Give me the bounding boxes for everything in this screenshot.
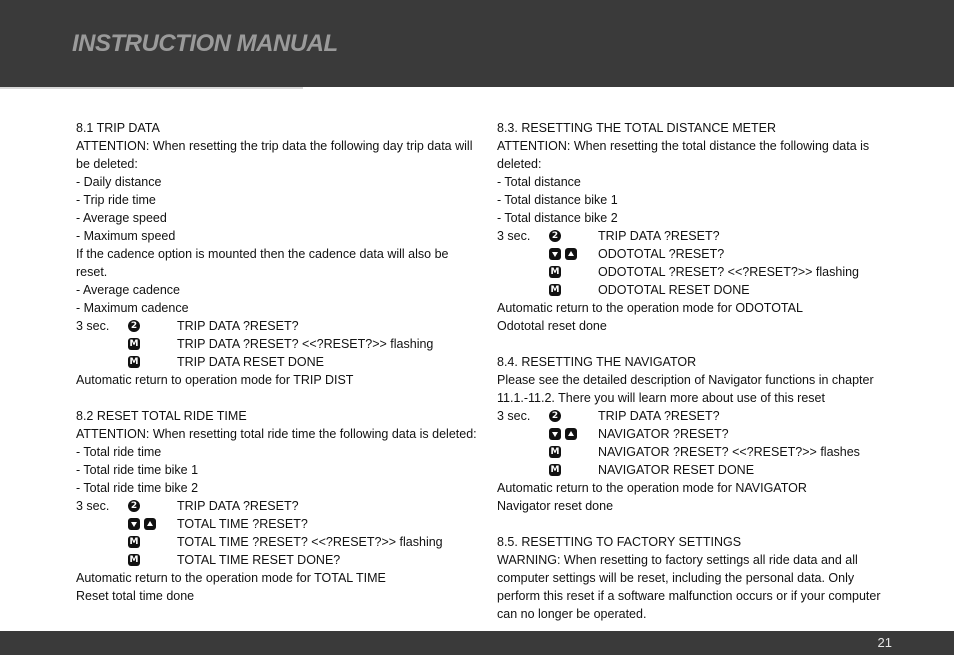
- section-footer: Odototal reset done: [497, 319, 607, 333]
- arrow-down-icon: [128, 518, 140, 530]
- step-text: NAVIGATOR ?RESET? <<?RESET?>> flashes: [598, 445, 860, 459]
- step-text: ODOTOTAL ?RESET? <<?RESET?>> flashing: [598, 265, 859, 279]
- key-m-icon: M: [550, 267, 560, 277]
- section-title-factory-settings: 8.5. RESETTING TO FACTORY SETTINGS: [497, 535, 742, 549]
- step-text: NAVIGATOR ?RESET?: [598, 427, 729, 441]
- step-text: TOTAL TIME RESET DONE?: [177, 553, 341, 567]
- arrow-up-icon: [144, 518, 156, 530]
- step-row: [497, 263, 889, 281]
- section-footer: Navigator reset done: [497, 499, 614, 513]
- step-text: ODOTOTAL ?RESET?: [598, 247, 725, 261]
- page-title: INSTRUCTION MANUAL: [72, 30, 338, 57]
- step-text: TRIP DATA ?RESET? <<?RESET?>> flashing: [177, 337, 434, 351]
- navigator-description: Please see the detailed description of Navigator functions in chapter 11.1.-11.2. There you will learn more about use of this reset: [497, 373, 874, 405]
- step-row: [497, 245, 889, 263]
- step-duration: 3 sec.: [497, 409, 531, 423]
- section-footer: Automatic return to operation mode for TRIP DIST: [76, 373, 354, 387]
- step-duration: 3 sec.: [76, 499, 110, 513]
- section-footer: Automatic return to the operation mode for NAVIGATOR: [497, 481, 807, 495]
- section-footer: Automatic return to the operation mode for TOTAL TIME: [76, 571, 386, 585]
- arrow-up-icon: [565, 248, 577, 260]
- page-number: 21: [877, 635, 892, 650]
- step-duration: 3 sec.: [497, 229, 531, 243]
- step-row: [76, 497, 476, 515]
- header-underline: [0, 87, 303, 89]
- list-item: - Total ride time: [76, 445, 162, 459]
- list-item: - Total distance: [497, 175, 581, 189]
- step-text: TRIP DATA ?RESET?: [177, 499, 299, 513]
- trip-data-attention: ATTENTION: When resetting the trip data the following day trip data will be deleted:: [76, 139, 473, 171]
- list-item: - Total ride time bike 1: [76, 463, 199, 477]
- cadence-note: If the cadence option is mounted then the cadence data will also be reset.: [76, 247, 449, 279]
- step-text: TRIP DATA RESET DONE: [177, 355, 325, 369]
- factory-settings-warning: WARNING: When resetting to factory settings all ride data and all computer settings will be reset, including the personal data. Only perform this reset if a software malfunction occurs or if your computer can no longer be operated.: [497, 553, 881, 621]
- list-item: - Average cadence: [76, 283, 181, 297]
- step-row: [497, 425, 889, 443]
- section-title-trip-data: 8.1 TRIP DATA: [76, 121, 160, 135]
- step-text: TOTAL TIME ?RESET?: [177, 517, 308, 531]
- step-row: [76, 515, 476, 533]
- key-2-icon: 2: [549, 410, 561, 422]
- key-2-icon: 2: [549, 230, 561, 242]
- left-column: [76, 119, 476, 605]
- key-m-icon: M: [129, 555, 139, 565]
- section-title-total-ride-time: 8.2 RESET TOTAL RIDE TIME: [76, 409, 247, 423]
- total-ride-time-attention: ATTENTION: When resetting total ride time the following data is deleted:: [76, 427, 477, 441]
- section-footer: Automatic return to the operation mode for ODOTOTAL: [497, 301, 803, 315]
- list-item: - Daily distance: [76, 175, 162, 189]
- step-text: TRIP DATA ?RESET?: [598, 229, 720, 243]
- step-row: [497, 461, 889, 479]
- key-m-icon: M: [129, 537, 139, 547]
- key-m-icon: M: [550, 447, 560, 457]
- step-row: [497, 407, 889, 425]
- list-item: - Total distance bike 2: [497, 211, 618, 225]
- step-row: [76, 335, 476, 353]
- right-column: [497, 119, 889, 623]
- key-2-icon: 2: [128, 500, 140, 512]
- key-2-icon: 2: [128, 320, 140, 332]
- key-m-icon: M: [550, 465, 560, 475]
- step-row: [497, 281, 889, 299]
- step-text: TOTAL TIME ?RESET? <<?RESET?>> flashing: [177, 535, 443, 549]
- step-row: [76, 533, 476, 551]
- key-m-icon: M: [129, 357, 139, 367]
- section-footer: Reset total time done: [76, 589, 195, 603]
- page-header: [0, 0, 954, 87]
- step-row: [76, 353, 476, 371]
- list-item: - Average speed: [76, 211, 167, 225]
- list-item: - Maximum cadence: [76, 301, 189, 315]
- list-item: - Maximum speed: [76, 229, 176, 243]
- list-item: - Trip ride time: [76, 193, 156, 207]
- section-title-total-distance: 8.3. RESETTING THE TOTAL DISTANCE METER: [497, 121, 776, 135]
- step-row: [497, 227, 889, 245]
- key-m-icon: M: [550, 285, 560, 295]
- step-duration: 3 sec.: [76, 319, 110, 333]
- step-text: TRIP DATA ?RESET?: [177, 319, 299, 333]
- arrow-down-icon: [549, 428, 561, 440]
- step-row: [76, 317, 476, 335]
- step-text: TRIP DATA ?RESET?: [598, 409, 720, 423]
- arrow-down-icon: [549, 248, 561, 260]
- step-row: [497, 443, 889, 461]
- arrow-up-icon: [565, 428, 577, 440]
- page-footer: [0, 631, 954, 655]
- step-row: [76, 551, 476, 569]
- step-text: ODOTOTAL RESET DONE: [598, 283, 750, 297]
- list-item: - Total ride time bike 2: [76, 481, 199, 495]
- section-title-navigator: 8.4. RESETTING THE NAVIGATOR: [497, 355, 697, 369]
- total-distance-attention: ATTENTION: When resetting the total distance the following data is deleted:: [497, 139, 870, 171]
- step-text: NAVIGATOR RESET DONE: [598, 463, 755, 477]
- key-m-icon: M: [129, 339, 139, 349]
- list-item: - Total distance bike 1: [497, 193, 618, 207]
